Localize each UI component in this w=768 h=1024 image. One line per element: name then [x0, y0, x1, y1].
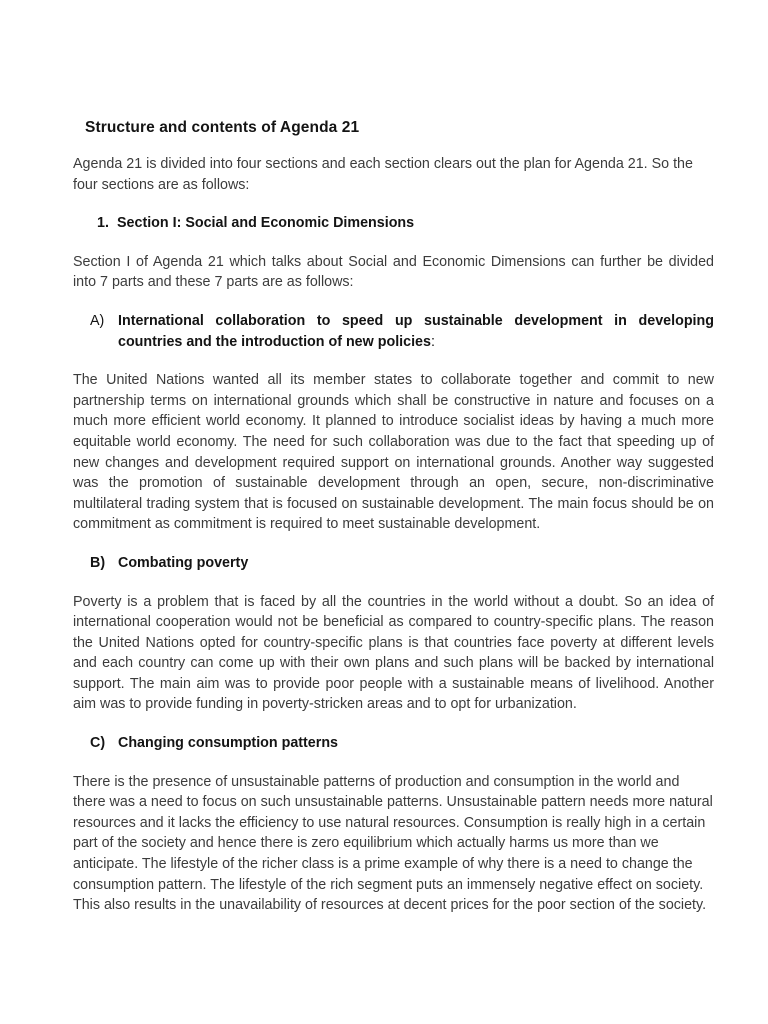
section-one-label: Section I: Social and Economic Dimensions	[117, 215, 415, 232]
intro-paragraph: Agenda 21 is divided into four sections and each section clears out the plan for Agenda 21. So the four sections are as follows:	[73, 156, 693, 193]
item-b-paragraph: Poverty is a problem that is faced by all the countries in the world without a doubt. So an idea of international cooperation would not be beneficial as compared to country-specific plans. The reason the United Nations opted for country-specific plans is that countries face poverty at different levels and each country can come up with their own plans and such plans will be backed by international support. The main aim was to provide poor people with a sustainable means of livelihood. Another aim was to provide funding in poverty-stricken areas and to opt for urbanization.	[73, 593, 714, 713]
item-a-label-suffix: :	[430, 333, 435, 350]
item-b-heading	[73, 553, 714, 574]
item-b-label: Combating poverty	[118, 554, 249, 571]
item-a-label: International collaboration to speed up sustainable development in developing countries and the introduction of new policies	[118, 312, 714, 350]
item-c-label: Changing consumption patterns	[118, 735, 339, 752]
item-a-marker: A)	[90, 312, 105, 329]
item-a-paragraph: The United Nations wanted all its member states to collaborate together and commit to new partnership terms on international grounds which shall be constructive in nature and focuses on a much more efficient world economy. It planned to introduce socialist ideas by having a much more equitable world economy. The need for such collaboration was due to the fact that speeding up of new changes and development required support on international grounds. Another way suggested was the promotion of sustainable development through an open, secure, non-discriminative multilateral trading system that is focused on sustainable development. The main focus should be on commitment as commitment is required to meet sustainable development.	[73, 372, 714, 533]
item-b-marker: B)	[90, 554, 106, 571]
page-title: Structure and contents of Agenda 21	[85, 119, 360, 136]
item-c-marker: C)	[90, 735, 106, 752]
item-a-heading	[73, 311, 714, 352]
section-one-heading	[73, 213, 714, 234]
item-c-heading	[73, 733, 714, 754]
item-c-paragraph: There is the presence of unsustainable patterns of production and consumption in the world and there was a need to focus on such unsustainable patterns. Unsustainable pattern needs more natural resources and it lacks the efficiency to use natural resources. Consumption is really high in a certain part of the society and hence there is zero equilibrium which actually harms us more than we anticipate. The lifestyle of the richer class is a prime example of why there is a need to change the consumption pattern. The lifestyle of the rich segment puts an immensely negative effect on society. This also results in the unavailability of resources at decent prices for the poor section of the society.	[73, 773, 713, 914]
section-one-marker: 1.	[97, 215, 109, 232]
document-body	[73, 118, 714, 934]
section-one-description: Section I of Agenda 21 which talks about Social and Economic Dimensions can further be divided into 7 parts and these 7 parts are as follows:	[73, 253, 714, 291]
